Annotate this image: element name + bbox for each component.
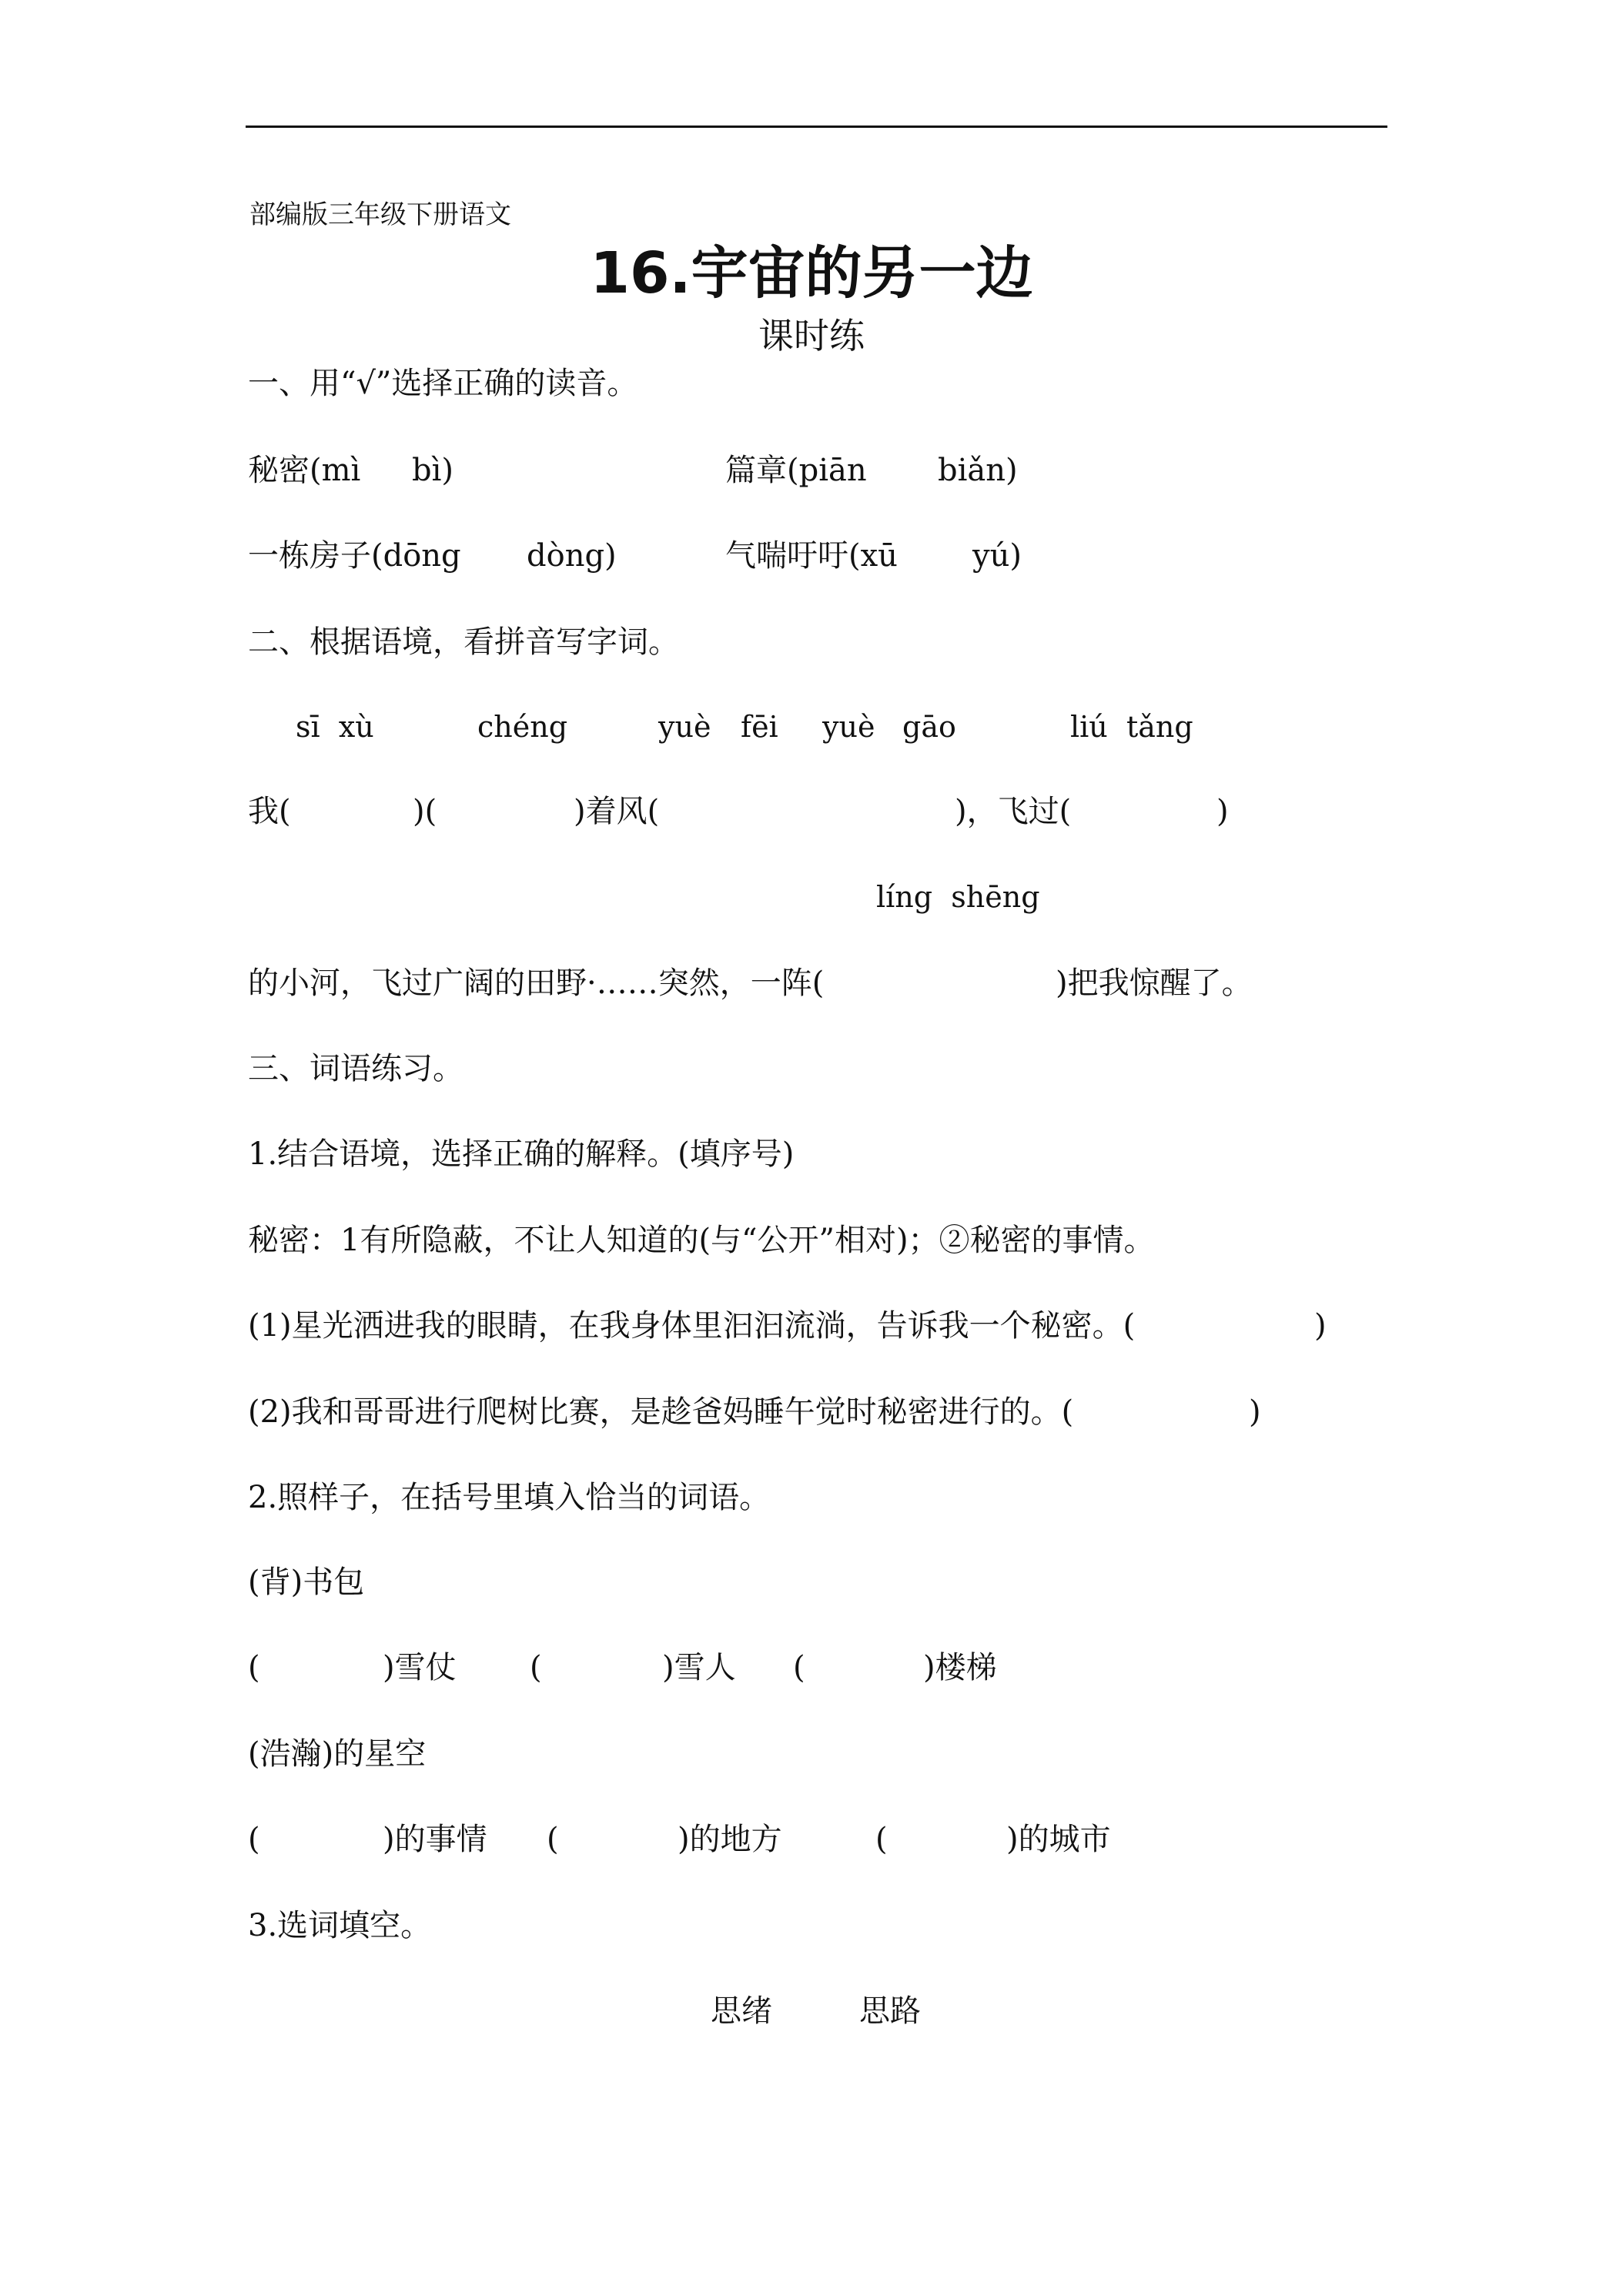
- reading-item-word: 一栋房子(dōng: [248, 538, 461, 574]
- example-text: (背)书包: [248, 1565, 365, 1600]
- sentence-fragment: (2)我和哥哥进行爬树比赛，是趁爸妈睡午觉时秘密进行的。(: [248, 1394, 1074, 1430]
- blank-open: (: [530, 1650, 542, 1685]
- blank-word: )雪仗: [383, 1650, 457, 1685]
- section3-heading: 三、词语练习。: [248, 1051, 463, 1086]
- pinyin-hint: fēi: [741, 710, 778, 744]
- page-title: 16.宇宙的另一边: [590, 240, 1033, 306]
- sentence-fragment: )着风(: [574, 794, 660, 829]
- sentence-fragment: 我(: [248, 794, 291, 829]
- blank-open: (: [547, 1822, 559, 1857]
- reading-item-alt: yú): [972, 538, 1022, 574]
- pinyin-hint: yuè: [822, 710, 875, 744]
- blank-open: (: [875, 1822, 888, 1857]
- reading-item-alt: biǎn): [938, 453, 1018, 488]
- reading-item-alt: dòng): [527, 538, 617, 574]
- sentence-fragment: (1)星光洒进我的眼睛，在我身体里汩汩流淌，告诉我一个秘密。(: [248, 1308, 1136, 1344]
- header-rule: [246, 126, 1387, 128]
- blank-word: )的城市: [1006, 1822, 1111, 1857]
- reading-item-word: 篇章(piān: [725, 453, 867, 488]
- blank-open: (: [793, 1650, 805, 1685]
- word-choice: 思绪: [711, 1993, 772, 2029]
- reading-item-alt: bì): [412, 453, 454, 488]
- sentence-fragment: ): [1249, 1394, 1261, 1430]
- sentence-fragment: ): [1216, 794, 1229, 829]
- reading-item-word: 秘密(mì: [248, 453, 361, 488]
- pinyin-hint: chéng: [477, 710, 568, 744]
- blank-word: )雪人: [662, 1650, 736, 1685]
- sentence-fragment: 的小河，飞过广阔的田野·……突然，一阵(: [248, 966, 825, 1001]
- question-1-prompt: 1.结合语境，选择正确的解释。(填序号): [248, 1136, 795, 1172]
- sentence-fragment: ): [1314, 1308, 1327, 1344]
- reading-item-word: 气喘吁吁(xū: [725, 538, 898, 574]
- page-subtitle: 课时练: [758, 315, 865, 356]
- question-2-prompt: 2.照样子，在括号里填入恰当的词语。: [248, 1480, 771, 1515]
- sentence-fragment: )(: [413, 794, 437, 829]
- pinyin-hint: gāo: [902, 710, 956, 744]
- blank-word: )楼梯: [923, 1650, 997, 1685]
- pinyin-hint: yuè: [658, 710, 711, 744]
- blank-open: (: [248, 1650, 260, 1685]
- question-3-prompt: 3.选词填空。: [248, 1908, 432, 1943]
- blank-open: (: [248, 1822, 260, 1857]
- section1-heading: 一、用“√”选择正确的读音。: [248, 366, 638, 401]
- pinyin-hint: liú tǎng: [1070, 710, 1193, 744]
- word-choice: 思路: [859, 1993, 921, 2029]
- pinyin-hint: sī xù: [296, 710, 374, 744]
- subject-label: 部编版三年级下册语文: [249, 199, 511, 230]
- definition-text: 秘密：1有所隐蔽，不让人知道的(与“公开”相对)；②秘密的事情。: [248, 1223, 1155, 1258]
- sentence-fragment: )，飞过(: [955, 794, 1072, 829]
- sentence-fragment: )把我惊醒了。: [1056, 966, 1253, 1001]
- pinyin-hint: líng shēng: [876, 880, 1040, 914]
- section2-heading: 二、根据语境，看拼音写字词。: [248, 624, 679, 660]
- example-text: (浩瀚)的星空: [248, 1736, 427, 1772]
- blank-word: )的事情: [383, 1822, 487, 1857]
- blank-word: )的地方: [678, 1822, 782, 1857]
